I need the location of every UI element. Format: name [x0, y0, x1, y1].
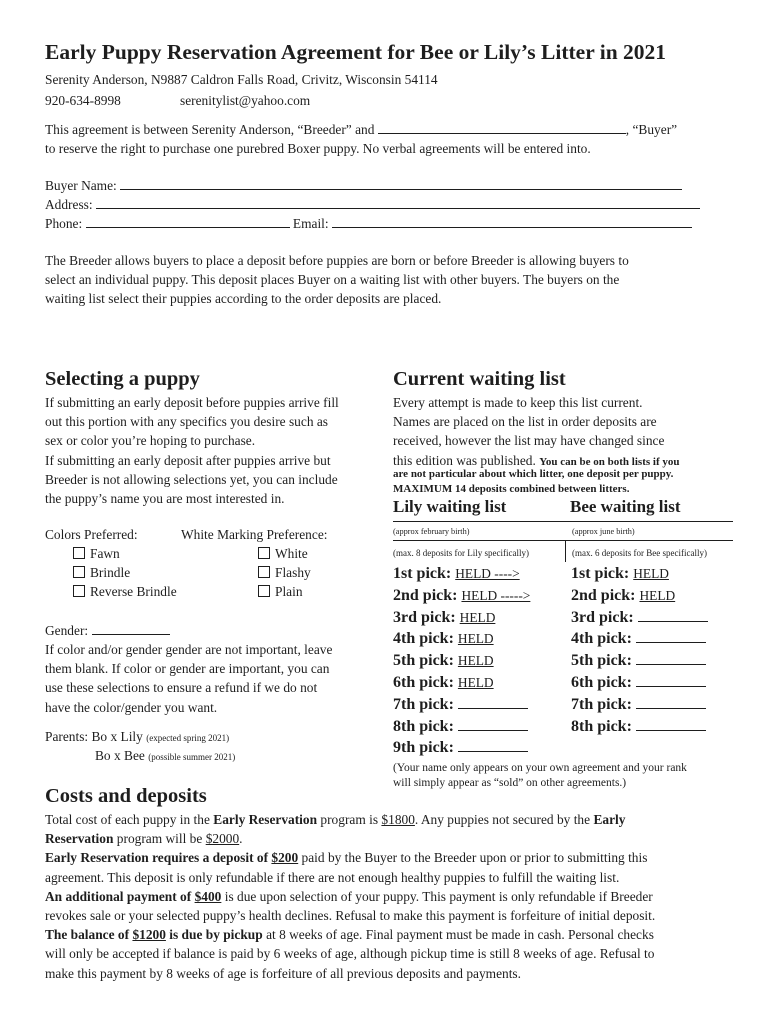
selecting-heading: Selecting a puppy	[45, 368, 200, 390]
option-label: Fawn	[90, 546, 120, 561]
pick-blank[interactable]	[458, 696, 528, 709]
lily-birth: (approx february birth)	[393, 527, 470, 536]
list-header-rule-2	[393, 540, 733, 541]
lily-pick-7	[393, 694, 530, 716]
pick-label: 8th pick:	[393, 717, 454, 735]
lily-pick-4	[393, 628, 530, 650]
pick-value: HELD	[639, 587, 676, 603]
pick-label: 2nd pick:	[571, 586, 636, 604]
pick-blank[interactable]	[636, 630, 706, 643]
t: is due upon selection of your puppy. This payment is only refundable if Breeder	[224, 888, 653, 904]
pick-value: HELD	[457, 674, 494, 690]
parents-note: (possible summer 2021)	[148, 752, 236, 762]
selecting-line: out this portion with any specifics you desire such as	[45, 414, 329, 430]
waiting-bold-2: MAXIMUM 14 deposits combined between litters.	[393, 483, 630, 495]
pick-label: 9th pick:	[393, 739, 454, 757]
pick-blank[interactable]	[638, 609, 708, 622]
costs-line	[45, 887, 735, 906]
white-option-plain[interactable]	[258, 582, 311, 601]
waiting-bold-note: You can be on both lists if you	[539, 455, 680, 468]
costs-heading: Costs and deposits	[45, 785, 207, 807]
email-field[interactable]	[332, 215, 692, 228]
t: program is	[320, 812, 379, 827]
bee-picks	[571, 563, 708, 737]
document-title: Early Puppy Reservation Agreement for Bee or Lily’s Litter in 2021	[45, 40, 667, 64]
footnote-line: (Your name only appears on your own agreement and your rank	[393, 762, 687, 774]
agreement-intro-2: to reserve the right to purchase one purebred Boxer puppy. No verbal agreements will be entered into.	[45, 141, 591, 156]
costs-line	[45, 925, 735, 944]
pick-value: HELD	[459, 609, 496, 625]
pick-label: 1st pick:	[571, 565, 630, 582]
address-row	[45, 195, 700, 214]
pick-label: 6th pick:	[571, 673, 632, 691]
gender-field[interactable]	[92, 622, 170, 635]
deposit-amount: $200	[271, 850, 299, 866]
parents-pair: Bo x Bee	[95, 748, 145, 763]
t: An additional payment of	[45, 888, 192, 904]
phone-email-row	[45, 214, 692, 233]
costs-line: agreement. This deposit is only refundable if there are not enough healthy puppies to fulfill the waiting list.	[45, 869, 620, 885]
parents-note: (expected spring 2021)	[146, 733, 230, 743]
waiting-bold-1: are not particular about which litter, one deposit per puppy.	[393, 468, 674, 480]
t: program will be	[116, 831, 203, 847]
pick-label: 4th pick:	[571, 630, 632, 648]
deposit-intro-1: The Breeder allows buyers to place a deposit before puppies are born or before Breeder is allowing buyers to	[45, 253, 629, 268]
option-label: Plain	[275, 584, 303, 600]
t: The balance of	[45, 927, 130, 943]
footnote-line: will simply appear as “sold” on other agreements.)	[393, 777, 627, 789]
pick-blank[interactable]	[636, 696, 706, 709]
pick-value: HELD	[457, 631, 494, 647]
breeder-address: Serenity Anderson, N9887 Caldron Falls Road, Crivitz, Wisconsin 54114	[45, 72, 438, 87]
bee-pick-2	[571, 585, 708, 607]
waiting-line-text: this edition was published.	[393, 452, 536, 468]
gender-line: have the color/gender you want.	[45, 699, 218, 715]
parents-label: Parents:	[45, 729, 89, 744]
phone-label: Phone:	[45, 216, 83, 231]
deposit-intro-2: select an individual puppy. This deposit places Buyer on a waiting list with other buyers. The buyers on the	[45, 272, 620, 287]
selecting-line: If submitting an early deposit after puppies arrive but	[45, 452, 331, 468]
price-total: $1800	[381, 812, 415, 827]
bee-pick-8	[571, 716, 708, 738]
pick-value: HELD ----->	[461, 587, 531, 603]
bee-pick-4	[571, 628, 708, 650]
breeder-email: serenitylist@yahoo.com	[180, 93, 311, 108]
checkbox[interactable]	[73, 566, 85, 578]
pick-label: 7th pick:	[571, 695, 632, 713]
breeder-phone: 920-634-8998	[45, 93, 121, 108]
gender-text	[45, 640, 332, 717]
list-divider	[565, 540, 566, 562]
lily-pick-5	[393, 650, 530, 672]
gender-line: If color and/or gender gender are not important, leave	[45, 642, 333, 657]
pick-blank[interactable]	[458, 739, 528, 752]
phone-field[interactable]	[86, 215, 290, 228]
color-option-fawn[interactable]	[73, 544, 177, 563]
checkbox[interactable]	[73, 547, 85, 559]
pick-label: 5th pick:	[571, 652, 632, 670]
pick-label: 5th pick:	[393, 652, 454, 670]
checkbox[interactable]	[73, 585, 85, 597]
waiting-line: Names are placed on the list in order deposits are	[393, 414, 657, 430]
agreement-intro-text: This agreement is between Serenity Anderson, “Breeder” and	[45, 122, 375, 137]
pick-label: 3rd pick:	[571, 608, 634, 626]
buyer-name-label: Buyer Name:	[45, 178, 117, 193]
white-options	[258, 544, 311, 602]
pick-label: 2nd pick:	[393, 586, 458, 604]
deposit-intro-3: waiting list select their puppies according to the order deposits are placed.	[45, 291, 442, 306]
address-field[interactable]	[96, 196, 700, 209]
option-label: Brindle	[90, 565, 131, 581]
t: Early Reservation	[213, 812, 318, 827]
waiting-line: received, however the list may have changed since	[393, 433, 665, 449]
lily-max: (max. 8 deposits for Lily specifically)	[393, 548, 529, 558]
pick-blank[interactable]	[636, 674, 706, 687]
color-option-reverse-brindle[interactable]	[73, 582, 177, 601]
lily-pick-3	[393, 607, 530, 629]
pick-label: 7th pick:	[393, 695, 454, 713]
price-standard: $2000	[205, 831, 240, 847]
pick-blank[interactable]	[458, 718, 528, 731]
white-marking-label: White Marking Preference:	[181, 527, 328, 542]
white-option-white[interactable]	[258, 544, 311, 563]
buyer-name-field[interactable]	[120, 177, 682, 190]
lily-pick-8	[393, 716, 530, 738]
buyer-name-blank[interactable]	[378, 121, 626, 134]
t: paid by the Buyer to the Breeder upon or prior to submitting this	[301, 850, 648, 866]
costs-line: revokes sale or your selected puppy’s health declines. Refusal to make this payment is forfeiture of initial deposit.	[45, 908, 656, 924]
lily-pick-2	[393, 585, 530, 607]
lily-pick-6	[393, 672, 530, 694]
lily-heading: Lily waiting list	[393, 497, 507, 516]
costs-line	[45, 848, 735, 867]
gender-line: use these selections to ensure a refund if we do not	[45, 680, 318, 696]
bee-heading: Bee waiting list	[570, 497, 681, 516]
pick-value: HELD	[457, 653, 494, 669]
costs-line: make this payment by 8 weeks of age is forfeiture of all previous deposits and payments.	[45, 965, 521, 981]
agreement-intro	[45, 120, 677, 139]
t: Early	[593, 812, 626, 827]
costs-line: will only be accepted if balance is paid by 6 weeks of age, although pickup time is still 8 weeks of age. Refusal to	[45, 946, 655, 962]
option-label: Flashy	[275, 565, 311, 581]
pick-blank[interactable]	[636, 718, 706, 731]
waiting-text	[393, 393, 679, 470]
buyer-name-row	[45, 176, 682, 195]
colors-label: Colors Preferred:	[45, 527, 138, 542]
bee-pick-5	[571, 650, 708, 672]
selecting-line: If submitting an early deposit before puppies arrive fill	[45, 395, 339, 410]
selecting-line: Breeder is not allowing selections yet, you can include	[45, 471, 338, 487]
bee-pick-3	[571, 607, 708, 629]
list-header-rule	[393, 521, 733, 522]
t: . Any puppies not secured by the	[414, 812, 591, 827]
option-label: White	[275, 546, 308, 561]
buyer-label: , “Buyer”	[625, 122, 678, 137]
checkbox[interactable]	[258, 585, 270, 597]
parents-row-2	[95, 746, 235, 767]
pick-label: 4th pick:	[393, 630, 454, 648]
selecting-text	[45, 393, 339, 508]
balance-amount: $1200	[132, 927, 166, 943]
additional-amount: $400	[194, 888, 222, 904]
gender-row	[45, 621, 170, 640]
costs-line	[45, 829, 735, 848]
checkbox[interactable]	[258, 566, 270, 578]
t: is due by pickup	[169, 927, 263, 943]
waiting-heading: Current waiting list	[393, 368, 566, 390]
bee-max: (max. 6 deposits for Bee specifically)	[572, 548, 707, 558]
email-label: Email:	[292, 216, 329, 231]
gender-label: Gender:	[45, 623, 89, 638]
lily-pick-1	[393, 563, 530, 585]
option-label: Reverse Brindle	[90, 584, 177, 600]
t: Reservation	[45, 831, 114, 847]
bee-pick-6	[571, 672, 708, 694]
white-option-flashy[interactable]	[258, 563, 311, 582]
pick-blank[interactable]	[636, 652, 706, 665]
pick-value: HELD	[633, 566, 669, 581]
bee-pick-7	[571, 694, 708, 716]
checkbox[interactable]	[258, 547, 270, 559]
t: Total cost of each puppy in the	[45, 812, 210, 827]
pick-value: HELD ---->	[455, 566, 520, 581]
pick-label: 6th pick:	[393, 673, 454, 691]
t: at 8 weeks of age. Final payment must be made in cash. Personal checks	[266, 927, 654, 943]
color-option-brindle[interactable]	[73, 563, 177, 582]
pick-label: 8th pick:	[571, 717, 632, 735]
pick-label: 3rd pick:	[393, 608, 456, 626]
t: .	[239, 831, 243, 847]
costs-text	[45, 810, 735, 983]
pick-label: 1st pick:	[393, 565, 452, 582]
lily-pick-9	[393, 737, 530, 759]
costs-line	[45, 810, 735, 829]
waiting-line: Every attempt is made to keep this list current.	[393, 395, 643, 410]
gender-line: them blank. If color or gender are important, you can	[45, 661, 330, 677]
selecting-line: the puppy’s name you are most interested in.	[45, 491, 285, 507]
waiting-footnote	[393, 761, 687, 791]
t: Early Reservation requires a deposit of	[45, 850, 269, 866]
address-label: Address:	[45, 197, 93, 212]
bee-pick-1	[571, 563, 708, 585]
selecting-line: sex or color you’re hoping to purchase.	[45, 433, 256, 449]
bee-birth: (approx june birth)	[572, 527, 635, 536]
lily-picks	[393, 563, 530, 759]
colors-options	[73, 544, 177, 602]
parents-pair: Bo x Lily	[91, 729, 143, 744]
